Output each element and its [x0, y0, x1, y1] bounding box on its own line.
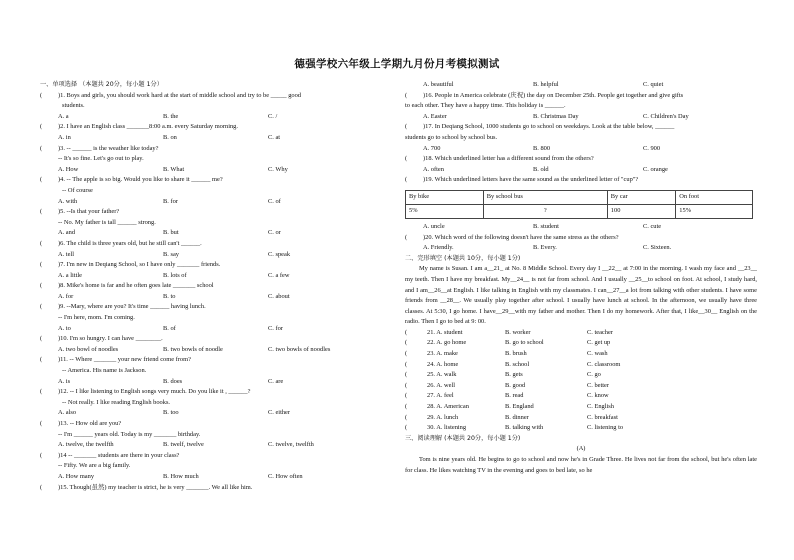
question: ( )20. Which word of the following doesn't have the same stress as the others? [405, 233, 619, 241]
options: A. also B. too C. either [58, 409, 291, 417]
cloze-item: ( 28. A. American B. England C. English [405, 403, 614, 411]
question-continuation: -- I'm ______ years old. Today is my _______ birthday. [58, 430, 201, 438]
options: A. beautiful B. helpful C. quiet [423, 81, 664, 88]
question: ( )10. I'm so hungry. I can have ________. [40, 335, 163, 343]
cloze-item: ( 30. A. listening B. talking with C. listening to [405, 424, 624, 432]
question: ( )3. -- ______ is the weather like today? [40, 144, 159, 152]
cloze-item: ( 27. A. feel B. read C. know [405, 392, 609, 400]
question: ( )5. --Is that your father? [40, 208, 120, 216]
question: ( )12. -- I like listening to English songs very much. Do you like it , ______? [40, 388, 251, 396]
cloze-item: ( 22. A. go home B. go to school C. get up [405, 339, 611, 347]
options: A. is B. does C. are [58, 377, 284, 385]
question: ( )16. People in America celebrate (庆祝) the day on December 25th. People get together and give gifts [405, 91, 684, 99]
question-continuation: students go to school by school bus. [405, 133, 498, 141]
left-column [40, 80, 390, 493]
question: ( )9. --Mary, where are you? It's time ______ having lunch. [40, 303, 206, 311]
table-cell: 5% [406, 204, 484, 218]
question: ( )7. I'm new in Deqiang School, so I have only _______ friends. [40, 261, 221, 269]
question-continuation: -- No. My father is tall ______ strong. [58, 218, 156, 226]
options: A. often B. old C. orange [423, 165, 668, 173]
options: A. uncle B. student C. cute [423, 222, 662, 230]
table-header-row [406, 190, 753, 204]
options: A. in B. on C. at [58, 133, 281, 141]
table-row [406, 204, 753, 218]
cloze-item: ( 24. A. home B. school C. classroom [405, 360, 621, 368]
section-heading: 一、单项选择 （本题共 20分，每小题 1分） [40, 81, 163, 88]
table-header-cell: By car [607, 190, 676, 204]
exam-title: 德强学校六年级上学期九月份月考模拟测试 [294, 58, 500, 70]
options: A. two bowl of noodles B. two bowls of noodle C. two bowls of noodles [58, 345, 331, 353]
question: ( )1. Boys and girls, you should work hard at the start of middle school and try to be _____ good [40, 91, 301, 99]
question: ( )6. The child is three years old, but he still can't ______. [40, 239, 202, 247]
transport-table [405, 190, 753, 219]
options: A. Easter B. Christmas Day C. Children's Day [423, 112, 689, 120]
options: A. How many B. How much C. How often [58, 472, 303, 480]
options: A. and B. but C. or [58, 229, 281, 237]
section-heading: 三、阅读理解 (本题共 20分，每小题 1分) [405, 434, 521, 442]
options: A. to B. of C. for [58, 324, 283, 332]
table-header-cell: By bike [406, 190, 484, 204]
right-column [405, 80, 757, 476]
cloze-item: ( 23. A. make B. brush C. wash [405, 350, 608, 358]
cloze-item: ( 29. A. lunch B. dinner C. breakfast [405, 413, 618, 421]
question-continuation: to each other. They have a happy time. This holiday is ______. [405, 102, 566, 110]
options: A. for B. to C. about [58, 292, 290, 300]
question: ( )8. Mike's home is far and he often goes late _______ school [40, 282, 214, 290]
cloze-item: ( 21. A. student B. worker C. teacher [405, 328, 613, 336]
cloze-item: ( 26. A. well B. good C. better [405, 381, 610, 389]
table-cell: ? [483, 204, 607, 218]
table-header-cell: By school bus [483, 190, 607, 204]
question: ( )13. -- How old are you? [40, 420, 122, 427]
options: A. Friendly. B. Every. C. Sixteen. [423, 244, 672, 252]
question: ( )18. Which underlined letter has a different sound from the others? [405, 155, 594, 163]
question: ( )17. In Deqiang School, 1000 students go to school on weekdays. Look at the table below, ______ [405, 123, 675, 131]
table-header-cell: On foot [676, 190, 753, 204]
table-cell: 15% [676, 204, 753, 218]
question: ( )11. -- Where _______ your new friend come from? [40, 356, 191, 364]
question-continuation: students. [62, 102, 85, 110]
options: A. tell B. say C. speak [58, 250, 291, 258]
question: ( )4. -- The apple is so big. Would you like to share it ______ me? [40, 176, 223, 184]
question-continuation: -- Of course [62, 186, 93, 194]
question: ( )19. Which underlined letters have the same sound as the underlined letter of "cup"? [405, 176, 639, 184]
options: A. twelve, the twelfth B. twelf, twelve C. twelve, twelfth [58, 441, 314, 449]
cloze-item: ( 25. A. walk B. gets C. go [405, 371, 601, 379]
question-continuation: -- It's so fine. Let's go out to play. [58, 155, 144, 163]
cloze-passage: My name is Susan. I am a__21_ at No. 8 Middle School. Every day I __22__ at 7:00 in the morning. I wash my face and __23__ my teeth. Then I have my breakfast. My__24__ is not far from school. And I usually __25__to school on foot. At school, I study hard, and I am__26__at English. I like talking in English with my classmates. I can__27__a lot from talking with other students. I have some friends from __28__. We usually play together after school. I usually have lunch at school. In the afternoon, we usually have three classes. At 5:30, I go home. I have__29__with my father and mother. Then I do my homework. After that, I like__30__ English on the radio. Then I go to bed at 9: 00. [405, 265, 757, 326]
question: ( )15. Though(虽然) my teacher is strict, he is very _______. We all like him. [40, 483, 253, 491]
table-cell: 100 [607, 204, 676, 218]
question-continuation: -- I'm here, mom. I'm coming. [58, 314, 135, 322]
question-continuation: -- Not really. I like reading English books. [62, 398, 171, 406]
options: A. 700 B. 800 C. 900 [423, 144, 661, 152]
section-heading: 二、完形填空 (本题共 10分，每小题 1分) [405, 254, 521, 262]
question-continuation: -- America. His name is Jackson. [62, 367, 147, 375]
question-continuation: -- Fifty. We are a big family. [58, 462, 131, 470]
reading-passage: Tom is nine years old. He begins to go to school and now he's in Grade Three. He lives not far from the school, but he's often late for class. He likes watching TV in the evening and goes to bed late, so he [405, 456, 757, 474]
options: A. a B. the C. / [58, 112, 278, 120]
passage-label: (A) [576, 445, 586, 453]
options: A. with B. for C. of [58, 197, 281, 205]
question: ( )14 -- _______ students are there in your class? [40, 451, 180, 459]
question: ( )2. I have an English class _______8:00 a.m. every Saturday morning. [40, 123, 238, 131]
options: A. a little B. lots of C. a few [58, 271, 290, 279]
options: A. How B. What C. Why [58, 165, 288, 173]
